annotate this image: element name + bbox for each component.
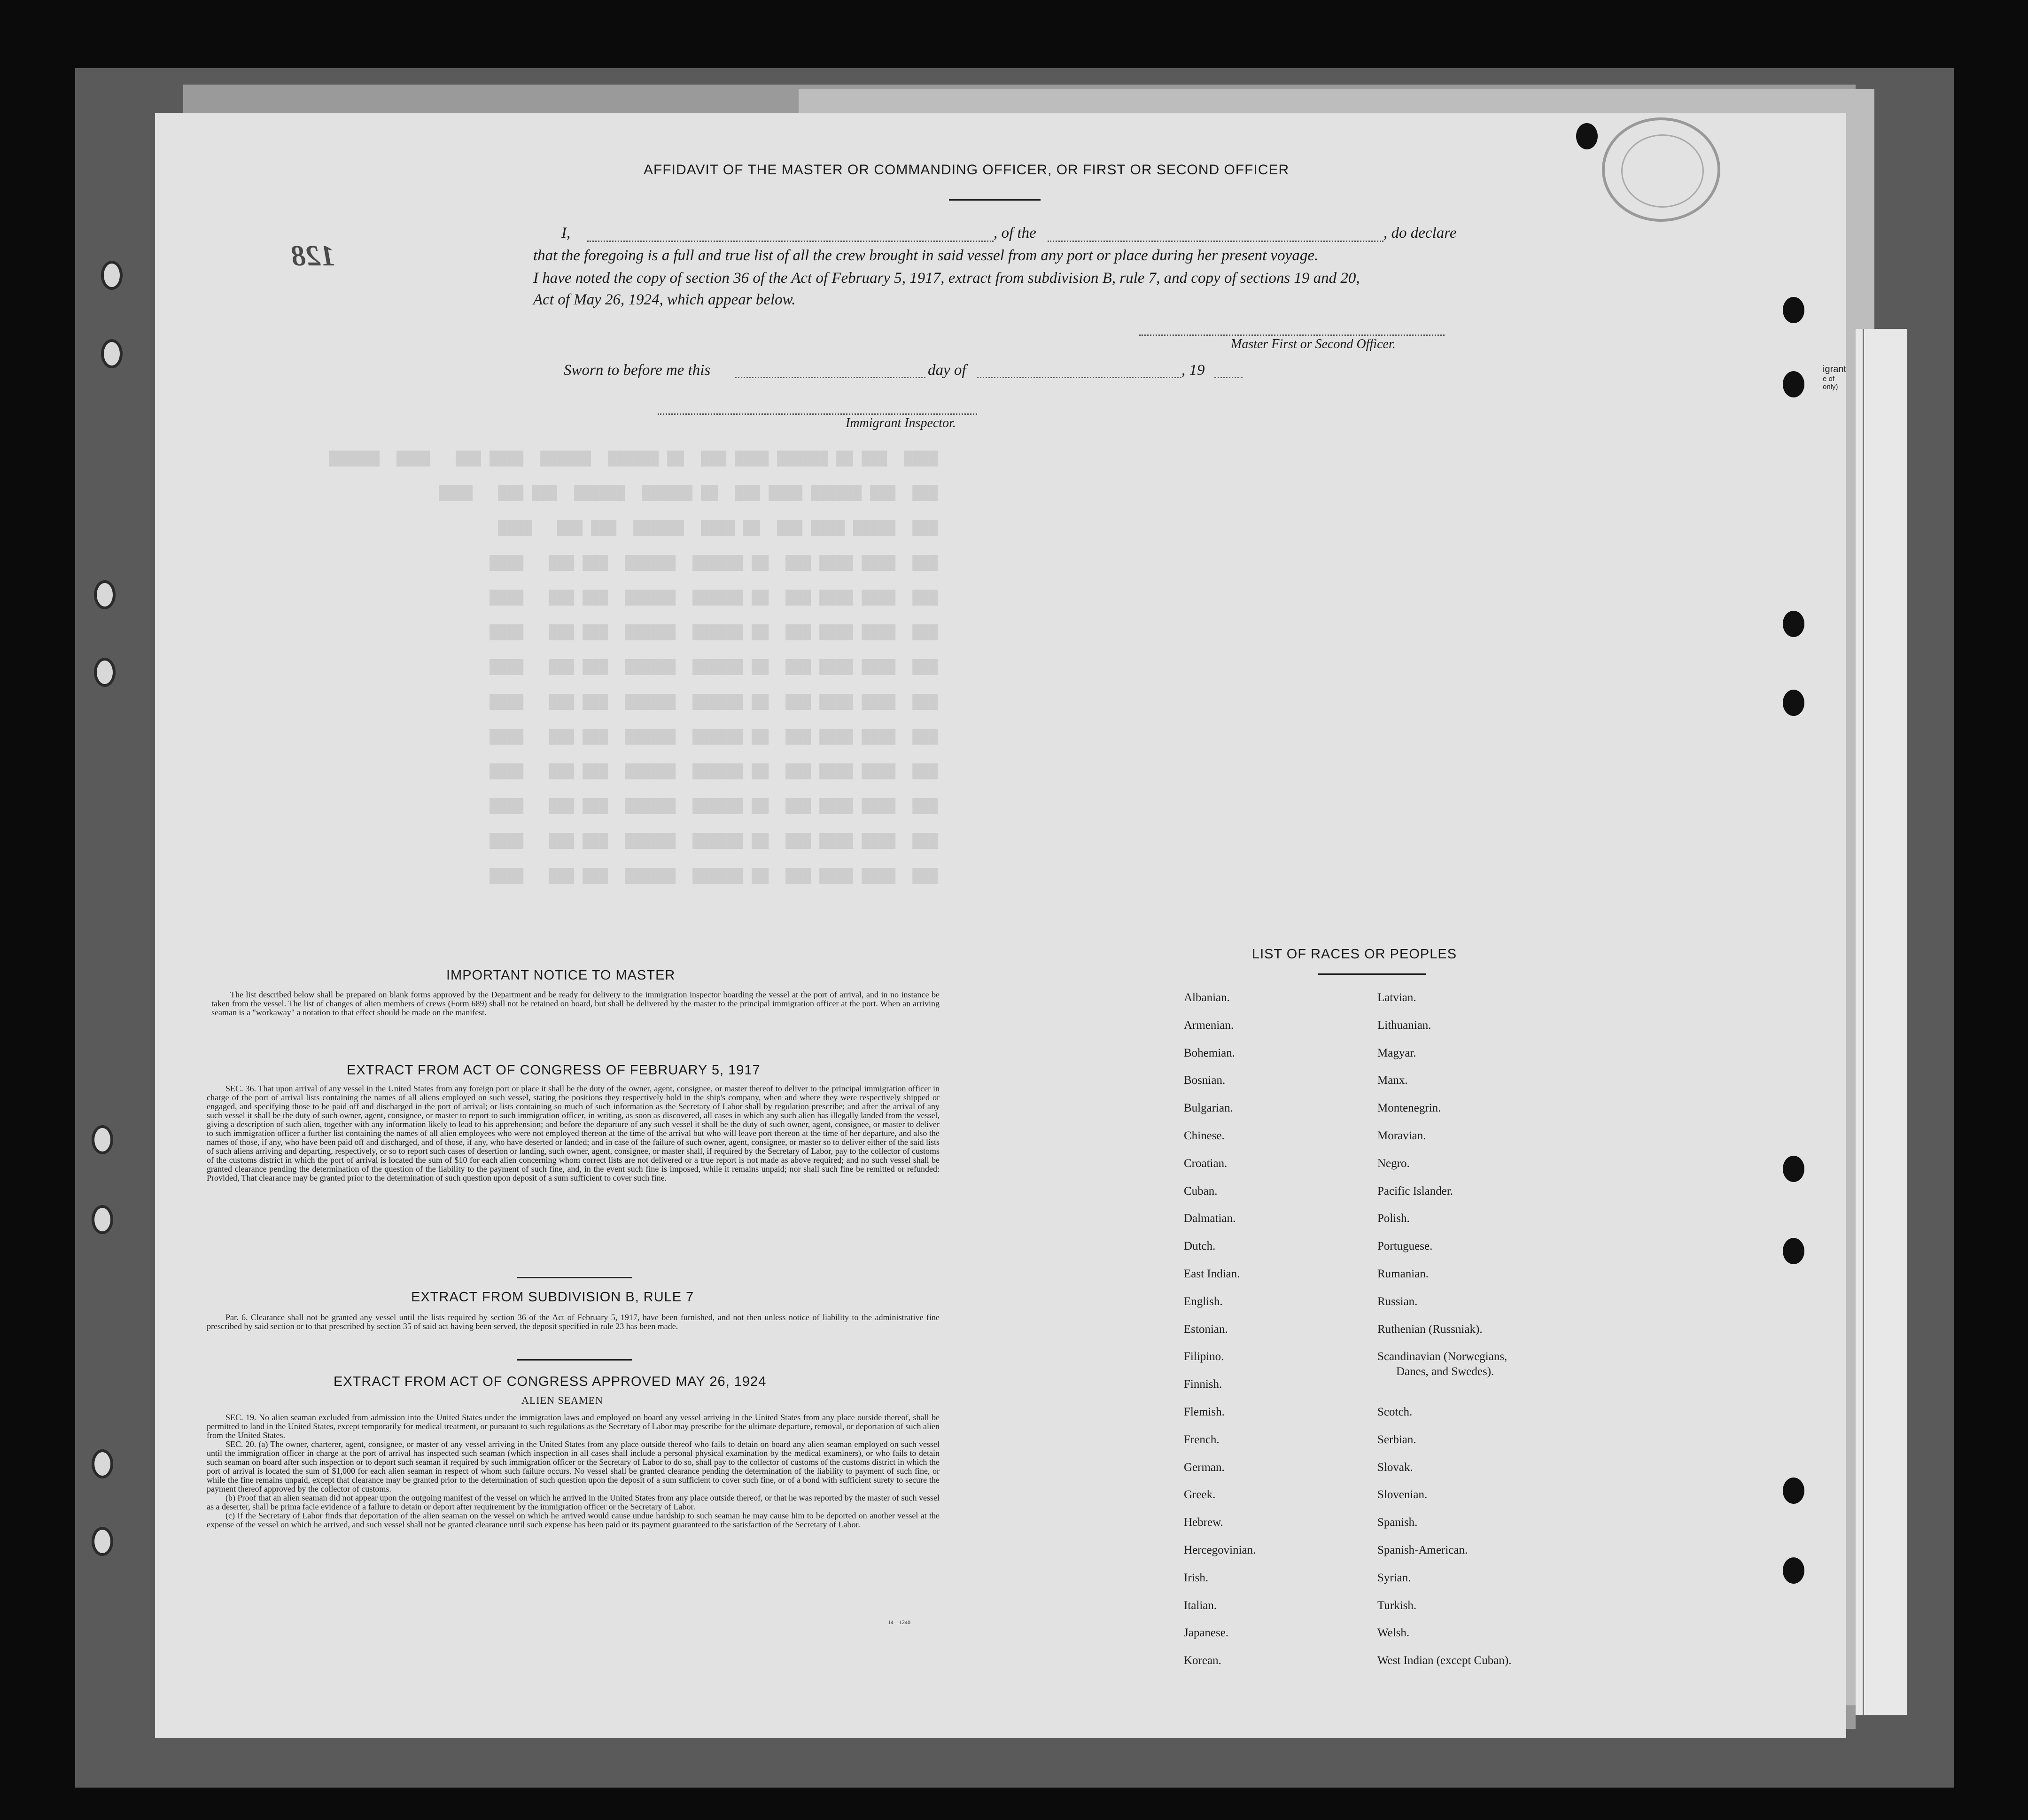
sworn-year-blank [1214, 377, 1243, 378]
affidavit-line-2: that the foregoing is a full and true list of all the crew brought in said vessel from any port or place during her present voyage. [533, 247, 1319, 264]
punch-hole [101, 339, 123, 368]
race-item: Dalmatian. [1184, 1212, 1236, 1225]
race-item: West Indian (except Cuban). [1377, 1654, 1512, 1667]
race-item: Hebrew. [1184, 1516, 1223, 1529]
race-item: East Indian. [1184, 1268, 1240, 1280]
master-signature-line [1139, 334, 1445, 336]
race-item: Manx. [1377, 1074, 1408, 1087]
punch-hole [92, 1205, 113, 1234]
race-item: Albanian. [1184, 991, 1230, 1004]
races-heading: LIST OF RACES OR PEOPLES [1252, 947, 1457, 962]
race-item: Croatian. [1184, 1157, 1228, 1170]
divider [949, 199, 1041, 201]
punch-hole [92, 1125, 113, 1154]
race-item: Italian. [1184, 1599, 1217, 1612]
extract-1917-text: SEC. 36. That upon arrival of any vessel in the United States from any foreign port or place it shall be the duty of the owner, agent, consignee, or master thereof to deliver to the principal immigration officer in charge of the port of arrival lists containing the names of all aliens employed on such vessel, stating the positions they respectively hold in the ship's company, when and where they were respectively shipped or engaged, and specifying those to be paid off and discharged in the port of arrival; or lists containing so much of such information as the Secretary of Labor shall by regulation prescribe; and after the arrival of any such vessel it shall be the duty of such owner, agent, consignee, or master to report to such immigration officer, in writing, as soon as discovered, all cases in which any such alien has illegally landed from the vessel, giving a description of such alien, together with any information likely to lead to his apprehension; and before the departure of any such vessel it shall be the duty of such owner, agent, consignee, or master to deliver to such immigration officer a further list containing the names of all alien employees who were not employed thereon at the time of the arrival but who will leave port thereon at the time of her departure, and also the names of those, if any, who have been paid off and discharged, and of those, if any, who have deserted or landed; and in case of the failure of such owner, agent, consignee, or master so to deliver either of the said lists of such aliens arriving and departing, respectively, or so to report such cases of desertion or landing, such owner, agent, consignee, or master shall, if required by the Secretary of Labor, pay to the collector of customs of the customs district in which the port of arrival is located the sum of $10 for each alien concerning whom correct lists are not delivered or a true report is not made as above required; and no such vessel shall be granted clearance pending the determination of the question of the liability to the payment of such fine, and, in the event such fine is imposed, while it remains unpaid; nor shall such fine be remitted or refunded: Provided, That clearance may be granted prior to the determination of such question upon deposit of a sum sufficient to cover such fine. [207, 1084, 940, 1182]
extract-1924-text: SEC. 19. No alien seaman excluded from admission into the United States under the immigration laws and employed on board any vessel arriving in the United States from any place outside thereof, shall be permitted to land in the United States, except temporarily for medical treatment, or pursuant to such regulations as the Secretary of Labor may prescribe for the ultimate departure, removal, or deportation of such alien from the United States. SEC. 20. (a) The owner, charterer, agent, consignee, or master of any vessel arriving in the United States from any place outside thereof who fails to detain on board any alien seaman employed on such vessel until the immigration officer in charge at the port of arrival has inspected such seaman (which inspection in all cases shall include a personal physical examination by the medical examiners), or who fails to detain such seaman on board after such inspection or to deport such seaman if required by such immigration officer or the Secretary of Labor to do so, shall pay to the collector of customs of the customs district in which the port of arrival is located the sum of $1,000 for each alien seaman in respect of whom such failure occurs. No vessel shall be granted clearance pending the determination of the liability to payment of such fine, or while the fine remains unpaid, except that clearance may be granted prior to the determination of such question upon the deposit of a sum sufficient to cover such fine, or of a bond with sufficient surety to secure the payment thereof approved by the collector of customs. (b) Proof that an alien seaman did not appear upon the outgoing manifest of the vessel on which he arrived in the United States from any place outside thereof, or that he was reported by the master of such vessel as a deserter, shall be prima facie evidence of a failure to detain or deport after requirement by the immigration officer or the Secretary of Labor. (c) If the Secretary of Labor finds that deportation of the alien seaman on the vessel on which he arrived would cause undue hardship to such seaman he may cause him to be deported on another vessel at the expense of the vessel on which he arrived, and such vessel shall not be granted clearance until such expense has been paid or its payment guaranteed to the satisfaction of the Secretary of Labor. [207, 1413, 940, 1529]
extract-1924-heading: EXTRACT FROM ACT OF CONGRESS APPROVED MAY 26, 1924 [334, 1374, 767, 1389]
year-label: , 19 [1181, 362, 1205, 379]
race-item: Estonian. [1184, 1322, 1228, 1336]
race-item: Syrian. [1377, 1571, 1411, 1584]
affidavit-of-the: , of the [994, 225, 1036, 241]
punch-hole [1783, 1557, 1804, 1584]
affidavit-title: AFFIDAVIT OF THE MASTER OR COMMANDING OFFICER, OR FIRST OR SECOND OFFICER [644, 162, 1290, 178]
race-item: English. [1184, 1295, 1223, 1308]
race-item: Irish. [1184, 1571, 1209, 1584]
underlying-column-label: igrant e of only) [1823, 364, 1847, 391]
race-item: German. [1184, 1461, 1225, 1474]
race-item: Slovenian. [1377, 1488, 1428, 1501]
affidavit-line-4: Act of May 26, 1924, which appear below. [533, 291, 796, 308]
race-item: Russian. [1377, 1295, 1418, 1308]
race-item: Turkish. [1377, 1599, 1417, 1612]
race-item: French. [1184, 1433, 1220, 1446]
race-item: Lithuanian. [1377, 1019, 1431, 1032]
manifest-column-line [1863, 329, 1864, 1715]
race-item: Chinese. [1184, 1129, 1225, 1142]
race-item: Bosnian. [1184, 1074, 1226, 1087]
master-signature-label: Master First or Second Officer. [1231, 337, 1396, 351]
race-item: Welsh. [1377, 1626, 1410, 1640]
race-item: Rumanian. [1377, 1268, 1429, 1280]
punch-hole [1783, 1478, 1804, 1504]
race-item: Bohemian. [1184, 1046, 1235, 1059]
punch-hole [101, 261, 123, 290]
race-item: Montenegrin. [1377, 1102, 1441, 1115]
race-item: Magyar. [1377, 1046, 1416, 1059]
sworn-label: Sworn to before me this [564, 362, 711, 379]
punch-hole [1783, 297, 1804, 323]
race-item: Flemish. [1184, 1406, 1225, 1418]
race-item: Danes, and Swedes). [1396, 1365, 1494, 1378]
race-item: Pacific Islander. [1377, 1184, 1453, 1198]
punch-hole [1783, 371, 1804, 397]
race-item: Armenian. [1184, 1019, 1234, 1032]
race-item: Japanese. [1184, 1626, 1229, 1640]
race-item: Portuguese. [1377, 1240, 1433, 1253]
bleed-through-text: ████ ███ ██ ██████ ████ ███ ██ ██████ ██████ ████ ███ ████ ██████ ███ ███ ██████ ████ ███ ██ ██████ ██████ ███ ███ ████ ███ █████ ████ ███ ██ ████ ██████ ███ ███ ████ ███ ████ ████ ███ ██ ██████ ██████ ███ ███ ████ ███ ████ ████ ███ ██ ██████ ██████ ███ ███ ████ ███ ████ ████ ███ ██ ██████ ██████ ███ ███ ████ ███ ████ ████ ███ ██ ██████ ██████ ███ ███ ████ ███ ████ ████ ███ ██ ██████ ██████ ███ ███ ████ ███ ████ ████ ███ ██ ██████ ██████ ███ ███ ████ ███ ████ ████ ███ ██ ██████ ██████ ███ ███ ████ ███ ████ ████ ███ ██ ██████ ██████ ███ ███ ████ ███ ████ ████ ███ ██ ██████ ██████ ███ ███ ████ ███ ████ ████ ███ ██ ██████ ██████ ███ ███ ████ [329, 451, 938, 884]
punch-hole [1783, 1238, 1804, 1264]
punch-hole [92, 1527, 113, 1556]
sworn-month-blank [977, 377, 1181, 378]
alien-seamen-subheading: ALIEN SEAMEN [521, 1394, 603, 1406]
vessel-blank [1048, 241, 1383, 242]
race-item: Scandinavian (Norwegians, [1377, 1350, 1507, 1363]
punch-hole [1783, 1156, 1804, 1182]
race-item: Negro. [1377, 1157, 1410, 1170]
extract-rule7-text: Par. 6. Clearance shall not be granted any vessel until the lists required by section 36 of the Act of February 5, 1917, have been furnished, and not then unless notice of liability to the administrative fine prescribed by said section or to that prescribed by section 35 of said act having been served, the deposit specified in rule 23 has been made. [207, 1313, 940, 1331]
race-item: Serbian. [1377, 1433, 1416, 1446]
punch-hole [1783, 690, 1804, 716]
race-item: Ruthenian (Russniak). [1377, 1322, 1483, 1336]
race-item: Dutch. [1184, 1240, 1216, 1253]
affidavit-i: I, [561, 225, 571, 241]
affidavit-declare: , do declare [1383, 225, 1457, 241]
race-item: Korean. [1184, 1654, 1221, 1667]
race-item: Bulgarian. [1184, 1102, 1233, 1115]
notice-heading: IMPORTANT NOTICE TO MASTER [446, 968, 676, 983]
inspector-signature-line [658, 413, 977, 415]
name-blank [587, 241, 994, 242]
race-item: Moravian. [1377, 1129, 1426, 1142]
race-item: Slovak. [1377, 1461, 1413, 1474]
punch-hole [94, 580, 116, 609]
race-item: Polish. [1377, 1212, 1410, 1225]
page-number-mark: 128 [291, 240, 335, 272]
race-item: Spanish. [1377, 1516, 1418, 1529]
faint-seal-stamp [1602, 117, 1720, 222]
race-item: Greek. [1184, 1488, 1216, 1501]
sworn-day-blank [735, 377, 925, 378]
day-of-label: day of [928, 362, 966, 379]
punch-hole [92, 1449, 113, 1478]
inspector-signature-label: Immigrant Inspector. [846, 416, 956, 430]
affidavit-line-3: I have noted the copy of section 36 of the Act of February 5, 1917, extract from subdivision B, rule 7, and copy of sections 19 and 20, [533, 270, 1360, 287]
race-item: Hercegovinian. [1184, 1544, 1256, 1556]
extract-rule7-heading: EXTRACT FROM SUBDIVISION B, RULE 7 [411, 1290, 694, 1305]
race-item: Filipino. [1184, 1350, 1224, 1363]
race-item: Cuban. [1184, 1184, 1218, 1198]
punch-hole [94, 658, 116, 687]
race-item: Finnish. [1184, 1378, 1222, 1391]
race-item: Latvian. [1377, 991, 1416, 1004]
punch-hole [1576, 123, 1598, 149]
punch-hole [1783, 611, 1804, 637]
extract-1917-heading: EXTRACT FROM ACT OF CONGRESS OF FEBRUARY 5, 1917 [347, 1063, 761, 1078]
divider [517, 1359, 632, 1361]
race-item: Scotch. [1377, 1406, 1413, 1418]
race-item: Spanish-American. [1377, 1544, 1468, 1556]
form-number: 14—1240 [888, 1619, 910, 1626]
divider [517, 1277, 632, 1278]
notice-text: The list described below shall be prepared on blank forms approved by the Department and be ready for delivery to the immigration inspector boarding the vessel at the port of arrival, and in no instance be taken from the vessel. The list of changes of alien members of crews (Form 689) shall not be retained on board, but shall be delivered by the master to the principal immigration officer at the port. When an arriving seaman is a "workaway" a notation to that effect should be made on the manifest. [211, 990, 940, 1017]
divider [1318, 973, 1426, 975]
